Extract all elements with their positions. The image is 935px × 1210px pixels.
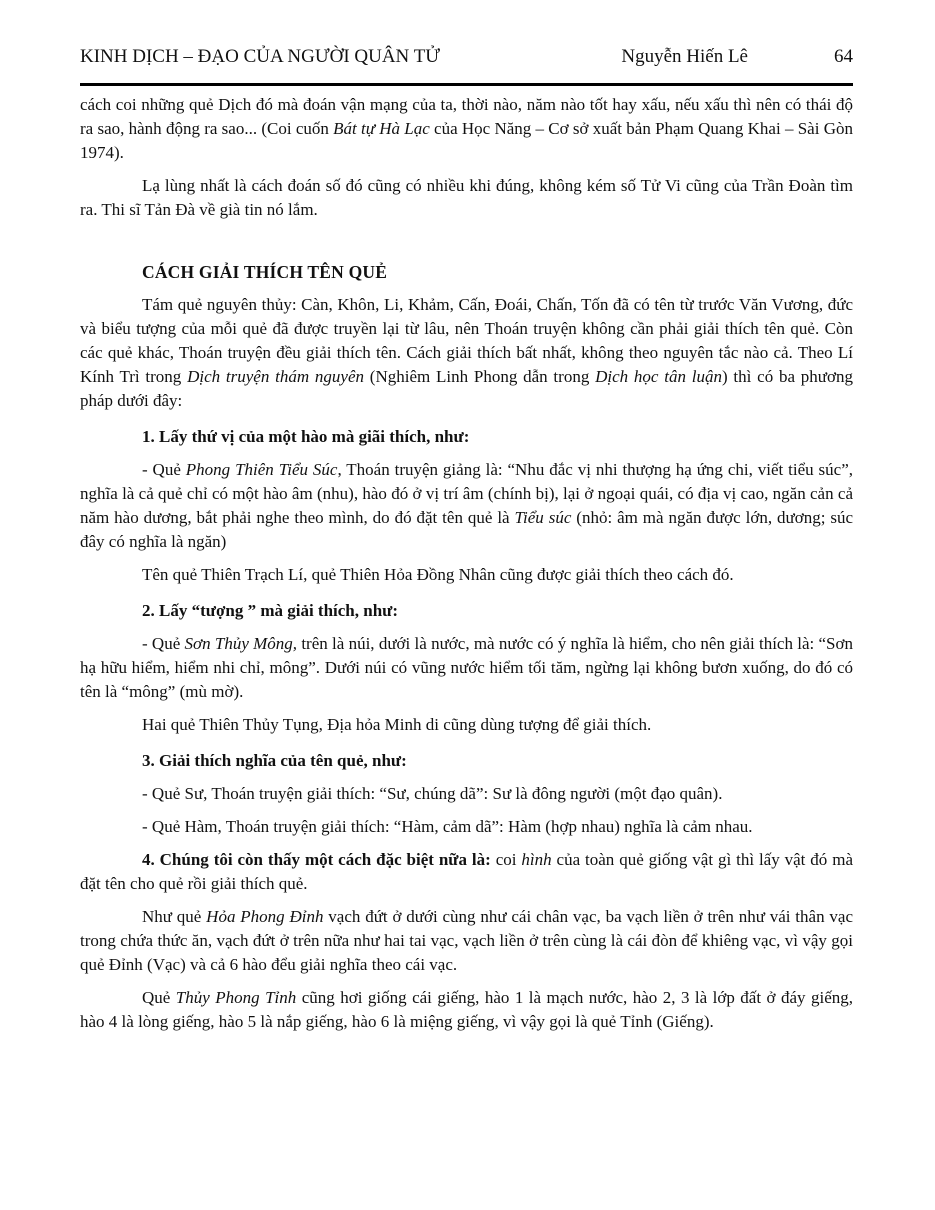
paragraph xyxy=(80,986,853,1034)
text-run: trên là núi, dưới là nước, mà nước có ý nghĩa là hiểm, cho nên giải thích là: “Sơn hạ hữu hiểm, hiểm nhi chỉ, mông”. Dưới núi có vũng nước hiểm tối tăm, ngừng lại không bươn xuống, do đó có tên là “mông” (mù mờ). xyxy=(80,634,854,701)
text-run: Tên quẻ Thiên Trạch Lí, quẻ Thiên Hỏa Đồng Nhân cũng được giải thích theo cách đó. xyxy=(142,565,734,584)
text-run: Hỏa Phong Đỉnh xyxy=(206,907,324,926)
heading xyxy=(80,260,853,284)
author-name: Nguyễn Hiến Lê xyxy=(621,46,748,67)
text-run: Sơn Thủy Mông, xyxy=(184,634,298,653)
text-run: CÁCH GIẢI THÍCH TÊN QUẺ xyxy=(142,262,388,282)
text-run: Dịch truyện thám nguyên xyxy=(187,367,364,386)
header-rule xyxy=(80,83,853,86)
paragraph xyxy=(80,93,853,165)
text-run: 3. Giải thích nghĩa của tên quẻ, như: xyxy=(142,751,407,770)
text-run: vạch đứt ở dưới cùng như cái chân vạc, ba vạch liền ở trên như vái thân vạc trong chứa thức ăn, vạch đứt ở trên nữa như hai tai vạc, vạch liền ở trên cùng là cái đòn để khiêng vạc, vì vậy gọi quẻ Đỉnh (Vạc) và cả 6 hào đểu giải nghĩa theo cái vạc. xyxy=(80,907,853,974)
text-run: Như quẻ xyxy=(142,907,207,926)
text-run: (Nghiêm Linh Phong dẫn trong xyxy=(364,367,596,386)
paragraph xyxy=(80,293,853,413)
text-run: Dịch học tân luận xyxy=(595,367,722,386)
text-run: Tiểu súc xyxy=(514,508,572,527)
heading xyxy=(80,599,853,623)
text-run: 1. Lấy thứ vị của một hào mà giãi thích, như: xyxy=(142,427,470,446)
paragraph xyxy=(80,782,853,806)
text-run: coi xyxy=(490,850,522,869)
paragraph xyxy=(80,632,853,704)
text-run: ) thì có ba phương pháp dưới đây: xyxy=(80,367,854,410)
text-run: Quẻ xyxy=(142,988,176,1007)
text-run: của Học Năng – Cơ sở xuất bản Phạm Quang Khai – Sài Gòn 1974). xyxy=(80,119,853,162)
text-run: Phong Thiên Tiểu Súc xyxy=(185,460,338,479)
text-run: - Quẻ xyxy=(142,460,186,479)
text-run: 4. Chúng tôi còn thấy một cách đặc biệt nữa là: xyxy=(142,850,491,869)
text-run: Thủy Phong Tỉnh xyxy=(175,988,297,1007)
running-title: KINH DỊCH – ĐẠO CỦA NGƯỜI QUÂN TỬ xyxy=(80,46,441,67)
heading xyxy=(80,749,853,773)
paragraph xyxy=(80,848,853,896)
paragraph xyxy=(80,905,853,977)
page-header xyxy=(80,44,853,70)
page-number: 64 xyxy=(834,46,853,67)
text-run: , Thoán truyện giảng là: “Nhu đắc vị nhi thượng hạ ứng chi, viết tiểu súc”, nghĩa là cả quẻ chỉ có một hào âm (nhu), hào đó ở vị trí âm (chính bị), lại ở ngoại quái, có địa vị cao, ngăn cản cả năm hào dương, bắt phải nghe theo mình, do đó đặt tên quẻ là xyxy=(80,460,853,527)
paragraph xyxy=(80,815,853,839)
page-body xyxy=(80,93,853,1034)
text-run: hình xyxy=(521,850,552,869)
paragraph xyxy=(80,174,853,222)
paragraph xyxy=(80,458,853,554)
text-run: cũng hơi giống cái giếng, hào 1 là mạch nước, hào 2, 3 là lớp đất ở đáy giếng, hào 4 là lòng giếng, hào 5 là nắp giếng, hào 6 là miệng giếng, vì vậy gọi là quẻ Tỉnh (Giếng). xyxy=(80,988,853,1031)
text-run: của toàn quẻ giống vật gì thì lấy vật đó mà đặt tên cho quẻ rồi giải thích quẻ. xyxy=(80,850,853,893)
text-run: 2. Lấy “tượng ” mà giải thích, như: xyxy=(142,601,399,620)
text-run: (nhỏ: âm mà ngăn được lớn, dương; súc đây có nghĩa là ngăn) xyxy=(80,508,853,551)
heading xyxy=(80,425,853,449)
text-run: Hai quẻ Thiên Thủy Tụng, Địa hỏa Minh di cũng dùng tượng để giải thích. xyxy=(142,715,652,734)
paragraph xyxy=(80,713,853,737)
text-run: Bát tự Hà Lạc xyxy=(333,119,430,138)
text-run: - Quẻ Hàm, Thoán truyện giải thích: “Hàm, cảm dã”: Hàm (hợp nhau) nghĩa là cảm nhau. xyxy=(142,817,753,836)
text-run: - Quẻ Sư, Thoán truyện giải thích: “Sư, chúng dã”: Sư là đông người (một đạo quân). xyxy=(142,784,723,803)
text-run: - Quẻ xyxy=(142,634,185,653)
text-run: Lạ lùng nhất là cách đoán số đó cũng có nhiều khi đúng, không kém số Tử Vi cũng của Trần Đoàn tìm ra. Thi sĩ Tản Đà về già tin nó lắm. xyxy=(80,176,853,219)
text-run: Tám quẻ nguyên thủy: Càn, Khôn, Li, Khảm, Cấn, Đoái, Chấn, Tốn đã có tên từ trước Văn Vương, đức và biểu tượng của mỗi quẻ đã được truyền lại từ lâu, nên Thoán truyện không cần phải giải thích tên quẻ. Còn các quẻ khác, Thoán truyện đều giải thích tên. Cách giải thích bất nhất, không theo nguyên tắc nào cả. Theo Lí Kính Trì trong xyxy=(80,295,853,386)
paragraph xyxy=(80,563,853,587)
text-run: cách coi những quẻ Dịch đó mà đoán vận mạng của ta, thời nào, năm nào tốt hay xấu, nếu xấu thì nên có thái độ ra sao, hành động ra sao... (Coi cuốn xyxy=(80,95,853,138)
